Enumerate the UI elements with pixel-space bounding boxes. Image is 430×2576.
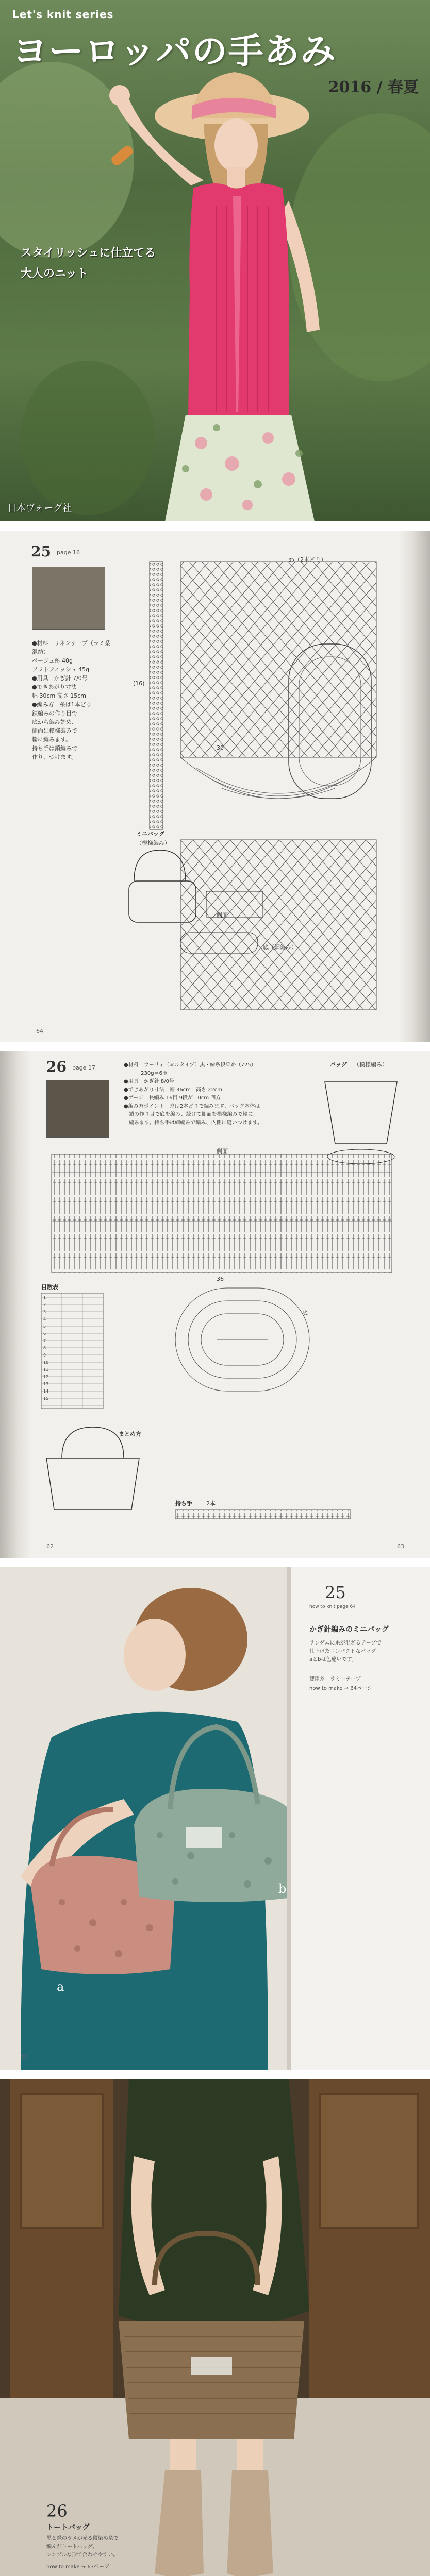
handle-sub: 2本 xyxy=(206,1500,216,1507)
table-row: 9 xyxy=(43,1353,46,1358)
bag-title-label: バッグ xyxy=(330,1061,347,1068)
bottom-label: 底 xyxy=(302,1310,308,1316)
page-folio: 63 xyxy=(397,1543,404,1550)
photo-page-26 xyxy=(0,2079,430,2576)
item-subtitle: how to knit page 64 xyxy=(309,1604,356,1609)
pattern-page-25 xyxy=(0,531,430,1042)
bottom-label: 底（細編み） xyxy=(263,944,297,951)
side-label: 側面 xyxy=(217,912,228,919)
bag-thumbnail-photo xyxy=(32,567,105,630)
table-row: 2 xyxy=(43,1302,46,1307)
bag-letter-b: b xyxy=(278,1882,287,1896)
mini-bag-sub: （模様編み） xyxy=(136,840,170,846)
publisher-label: 日本ヴォーグ社 xyxy=(7,503,72,514)
pattern-page-26 xyxy=(0,1051,430,1558)
table-row: 15 xyxy=(43,1396,49,1401)
item-title: かぎ針編みのミニバッグ xyxy=(309,1625,389,1634)
season-label: 2016 / 春夏 xyxy=(328,78,419,96)
table-row: 4 xyxy=(43,1317,46,1321)
table-row: 1 xyxy=(43,1295,46,1300)
cover-tagline: スタイリッシュに仕立てる xyxy=(21,247,156,260)
chart-count: (16) xyxy=(133,680,145,687)
bag-letter-a: a xyxy=(57,1979,64,1994)
table-row: 8 xyxy=(43,1346,46,1350)
crochet-chart-diagram xyxy=(119,551,397,1015)
table-row: 6 xyxy=(43,1331,46,1336)
table-row: 5 xyxy=(43,1324,46,1329)
chart-count: 36 xyxy=(217,1276,224,1282)
handle-label: 持ち手 xyxy=(175,1500,192,1507)
assembly-label: まとめ方 xyxy=(119,1431,141,1437)
yarn-info: 使用糸 ラミーテープ xyxy=(309,1676,361,1682)
item-description: ランダムに糸が混ざるテープで 仕上げたコンパクトなバッグ。 aとbは色違いです。 xyxy=(309,1640,382,1663)
page-folio: 16 xyxy=(21,2054,28,2061)
book-spine xyxy=(0,1051,31,1558)
table-title: 目数表 xyxy=(41,1284,58,1291)
page-gap xyxy=(0,2070,430,2079)
material-notes: ●材料 リネンテープ（ラミ系混紡） ベージュ系 40g ソフトフィッシュ 45g ●用具 かぎ針 7/0号 ●できあがり寸法 幅 30cm 高さ 15cm ●編み方 糸は1本どり 鎖編みの作り目で 底から編み始め、 側面は模様編みで 輪に編みます。 持ち手は鎖編みで 作り、つけます。 xyxy=(32,640,110,760)
table-row: 14 xyxy=(43,1389,49,1394)
photo-page-25 xyxy=(0,1567,430,2070)
chart-label: わ（2本どり） xyxy=(289,556,326,563)
table-row: 13 xyxy=(43,1382,49,1386)
page-gap xyxy=(0,1042,430,1051)
page-folio: 64 xyxy=(36,1028,43,1035)
table-row: 12 xyxy=(43,1375,49,1379)
table-row: 10 xyxy=(43,1360,49,1365)
table-row: 11 xyxy=(43,1367,49,1372)
magazine-cover xyxy=(0,0,430,521)
book-spine xyxy=(399,531,430,1042)
magazine-title: ヨーロッパの手あみ xyxy=(12,31,337,72)
chart-count: 30 xyxy=(217,744,224,751)
side-label: 側面 xyxy=(217,1148,228,1155)
item-number: 26 xyxy=(46,2501,68,2521)
table-row: 3 xyxy=(43,1310,46,1314)
bag-title-sub: （模様編み） xyxy=(354,1061,388,1068)
how-to-link: how to make → 63ページ xyxy=(46,2564,109,2570)
page-reference: page 17 xyxy=(72,1064,95,1071)
item-number: 25 xyxy=(31,543,51,560)
table-row: 7 xyxy=(43,1338,46,1343)
page-gap xyxy=(0,521,430,531)
how-to-link: how to make → 64ページ xyxy=(309,1686,372,1691)
page-folio: 62 xyxy=(46,1543,54,1550)
item-title: トートバッグ xyxy=(46,2523,90,2532)
stitch-count-table xyxy=(43,1294,103,1402)
cover-tagline: 大人のニット xyxy=(21,267,89,280)
page-gap xyxy=(0,1558,430,1567)
mini-bag-label: ミニバッグ xyxy=(136,831,164,837)
item-number: 26 xyxy=(46,1058,67,1075)
item-number: 25 xyxy=(325,1583,346,1602)
series-label: Let's knit series xyxy=(12,8,114,21)
page-reference: page 16 xyxy=(57,549,80,556)
material-notes: ●材料 ウーリィ（ヨルタイプ）黒・緑系段染め（725） 230g＝6玉 ●用具 かぎ針 8/0号 ●できあがり寸法 幅 36cm 高さ 22cm ●ゲージ 長編み 16目 9段が 10cm 四方 ●編み方ポイント 糸は2本どりで編みます。バッグ本体は 鎖の作り目で底を編み、続けて側面を模様編みで輪に 編みます。持ち手は細編みで編み、内側に縫いつけます。 xyxy=(124,1062,262,1126)
item-description: 黒と緑のラメが光る段染め糸で 編んだトートバッグ。 シンプルな形で合わせやすい。 xyxy=(46,2536,119,2558)
